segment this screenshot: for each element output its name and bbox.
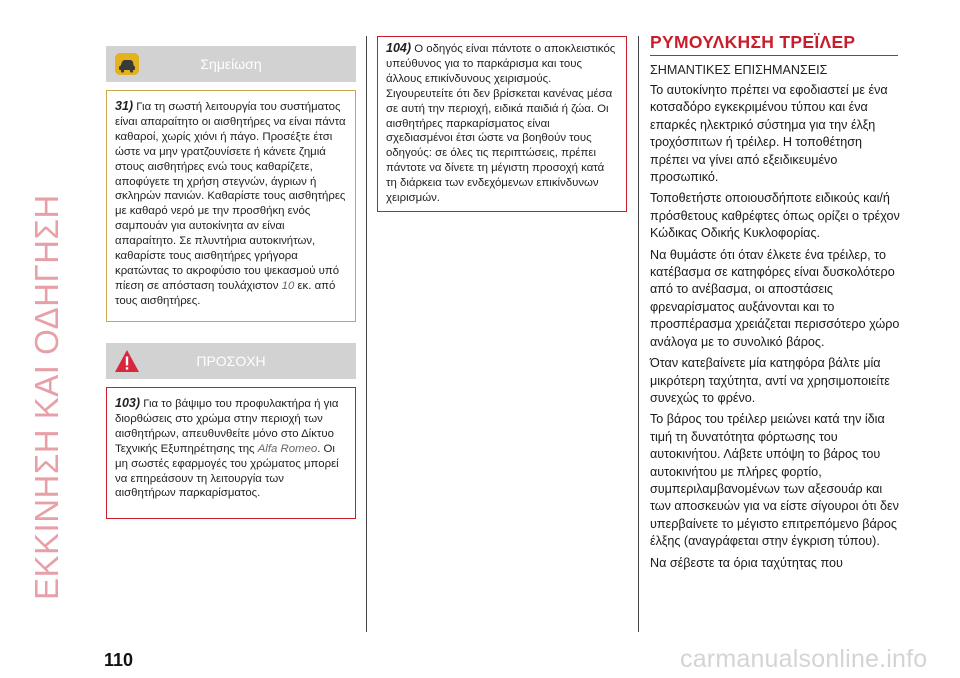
note-box-title: Σημείωση [200,56,262,72]
note-text-end: εκ. από τους αισθητήρες. [115,279,336,307]
paragraph: Να σέβεστε τα όρια ταχύτητας που [650,555,843,570]
caution-box-title: ΠΡΟΣΟΧΗ [196,353,266,369]
warning-number: 104) [386,41,412,55]
column-divider-left [366,36,367,632]
caution-text-end: . Οι μη σωστές εφαρμογές του χρώματος μπορεί να επηρεάσουν τη λειτουργία των αισθητήρων παρκαρίσματος. [115,442,339,500]
caution-box [106,343,356,519]
note-text: Για τη σωστή λειτουργία του συστήματος είναι απαραίτητο οι αισθητήρες να είναι πάντα καθαροί, χωρίς χιόνι ή πάγο. Προσέξτε έτσι ώστε να μην γρατζουνίσετε ή κάνετε ζημιά στους αισθητήρες ενώ τους καθαρίζετε, αποφύγετε τη χρήση στεγνών, άγριων ή σκληρών πανιών. Καθαρίστε τους αισθητήρες με καθαρό νερό με την προσθήκη ενός σαμπουάν για αυτοκίνητα αν είναι απαραίτητο. Σε πλυντήρια αυτοκινήτων, καθαρίστε τους αισθητήρες γρήγορα κρατώντας το ακροφύσιο του ψεκασμού υπό πίεση σε απόσταση τουλάχιστον [115,101,346,292]
paragraph: Τοποθετήστε οποιουσδήποτε ειδικούς και/ή πρόσθετους καθρέφτες όπως ορίζει ο τρέχον Κώδικας Οδικής Κυκλοφορίας. [650,191,900,241]
warning-text: Ο οδηγός είναι πάντοτε ο αποκλειστικός υπεύθυνος για το παρκάρισμα και τους άλλους επικίνδυνους χειρισμούς. Σιγουρευτείτε ότι δεν βρίσκεται κανένας μέσα σε αυτή την περιοχή, ειδικά παιδιά ή ζώα. Οι αισθητήρες παρκαρίσματος είναι σχεδιασμένοι έτσι ώστε να βοηθούν τους οδηγούς: σε όλες τις περιπτώσεις, πρέπει πάντοτε να δίνετε τη μέγιστη προσοχή κατά τη διάρκεια των ενδεχόμενων επικίνδυνων χειρισμών. [386,43,616,205]
caution-box-header [106,343,356,379]
note-number: 31) [115,99,134,113]
chapter-side-title: ΕΚΚΙΝΗΣΗ ΚΑΙ ΟΔΗΓΗΣΗ [28,194,65,600]
paragraph: Το αυτοκίνητο πρέπει να εφοδιαστεί με ένα κοτσαδόρο εγκεκριμένου τύπου και ένα επαρκές ηλεκτρικό σύστημα για την έλξη τροχόσπιτων ή τρέιλερ. Η τοποθέτηση πρέπει να γίνει από εξειδικευμένο προσωπικό. [650,83,888,185]
note-distance-value: 10 [281,279,295,292]
warning-box [377,36,627,212]
column-divider-right [638,36,639,632]
section-body [650,82,900,576]
note-box-header [106,46,356,82]
paragraph: Να θυμάστε ότι όταν έλκετε ένα τρέιλερ, το κατέβασμα σε κατηφόρες είναι δυσκολότερο από το ανέβασμα, οι αποστάσεις φρεναρίσματος αυξάνονται και το προσπέρασμα χρειάζεται περισσότερο χώρο ανάλογα με το συνολικό βάρος. [650,247,900,349]
caution-text: Για το βάψιμο του προφυλακτήρα ή για διορθώσεις στο χρώμα στην περιοχή των αισθητήρων, απευθυνθείτε μόνο στο Δίκτυο Τεχνικής Εξυπηρέτησης της [115,398,339,455]
caution-box-body [106,387,356,519]
paragraph: Όταν κατεβαίνετε μία κατηφόρα βάλτε μία μικρότερη ταχύτητα, αντί να χρησιμοποιείτε συνεχώς το φρένο. [650,356,890,405]
watermark: carmanualsonline.info [680,645,928,673]
warning-box-body [377,36,627,212]
caution-brand: Alfa Romeo [257,442,318,455]
section-subheading: ΣΗΜΑΝΤΙΚΕΣ ΕΠΙΣΗΜΑΝΣΕΙΣ [650,63,828,77]
note-box [106,46,356,322]
paragraph: Το βάρος του τρέιλερ μειώνει κατά την ίδια τιμή τη δυνατότητα φόρτωσης του αυτοκινήτου. Λάβετε υπόψη το βάρος του αυτοκινήτου με πλήρες φορτίο, συμπεριλαμβανομένων των αξεσουάρ και των αποσκευών για να είστε σίγουροι ότι δεν υπερβαίνετε το μέγιστο επιτρεπόμενο βάρος έλξης (αναγράφεται στην έγκριση τύπου). [650,412,899,549]
page-number: 110 [104,650,134,670]
section-heading: ΡΥΜΟΥΛΚΗΣΗ ΤΡΕΪΛΕΡ [650,32,898,56]
note-box-body [106,90,356,322]
caution-number: 103) [115,396,141,410]
